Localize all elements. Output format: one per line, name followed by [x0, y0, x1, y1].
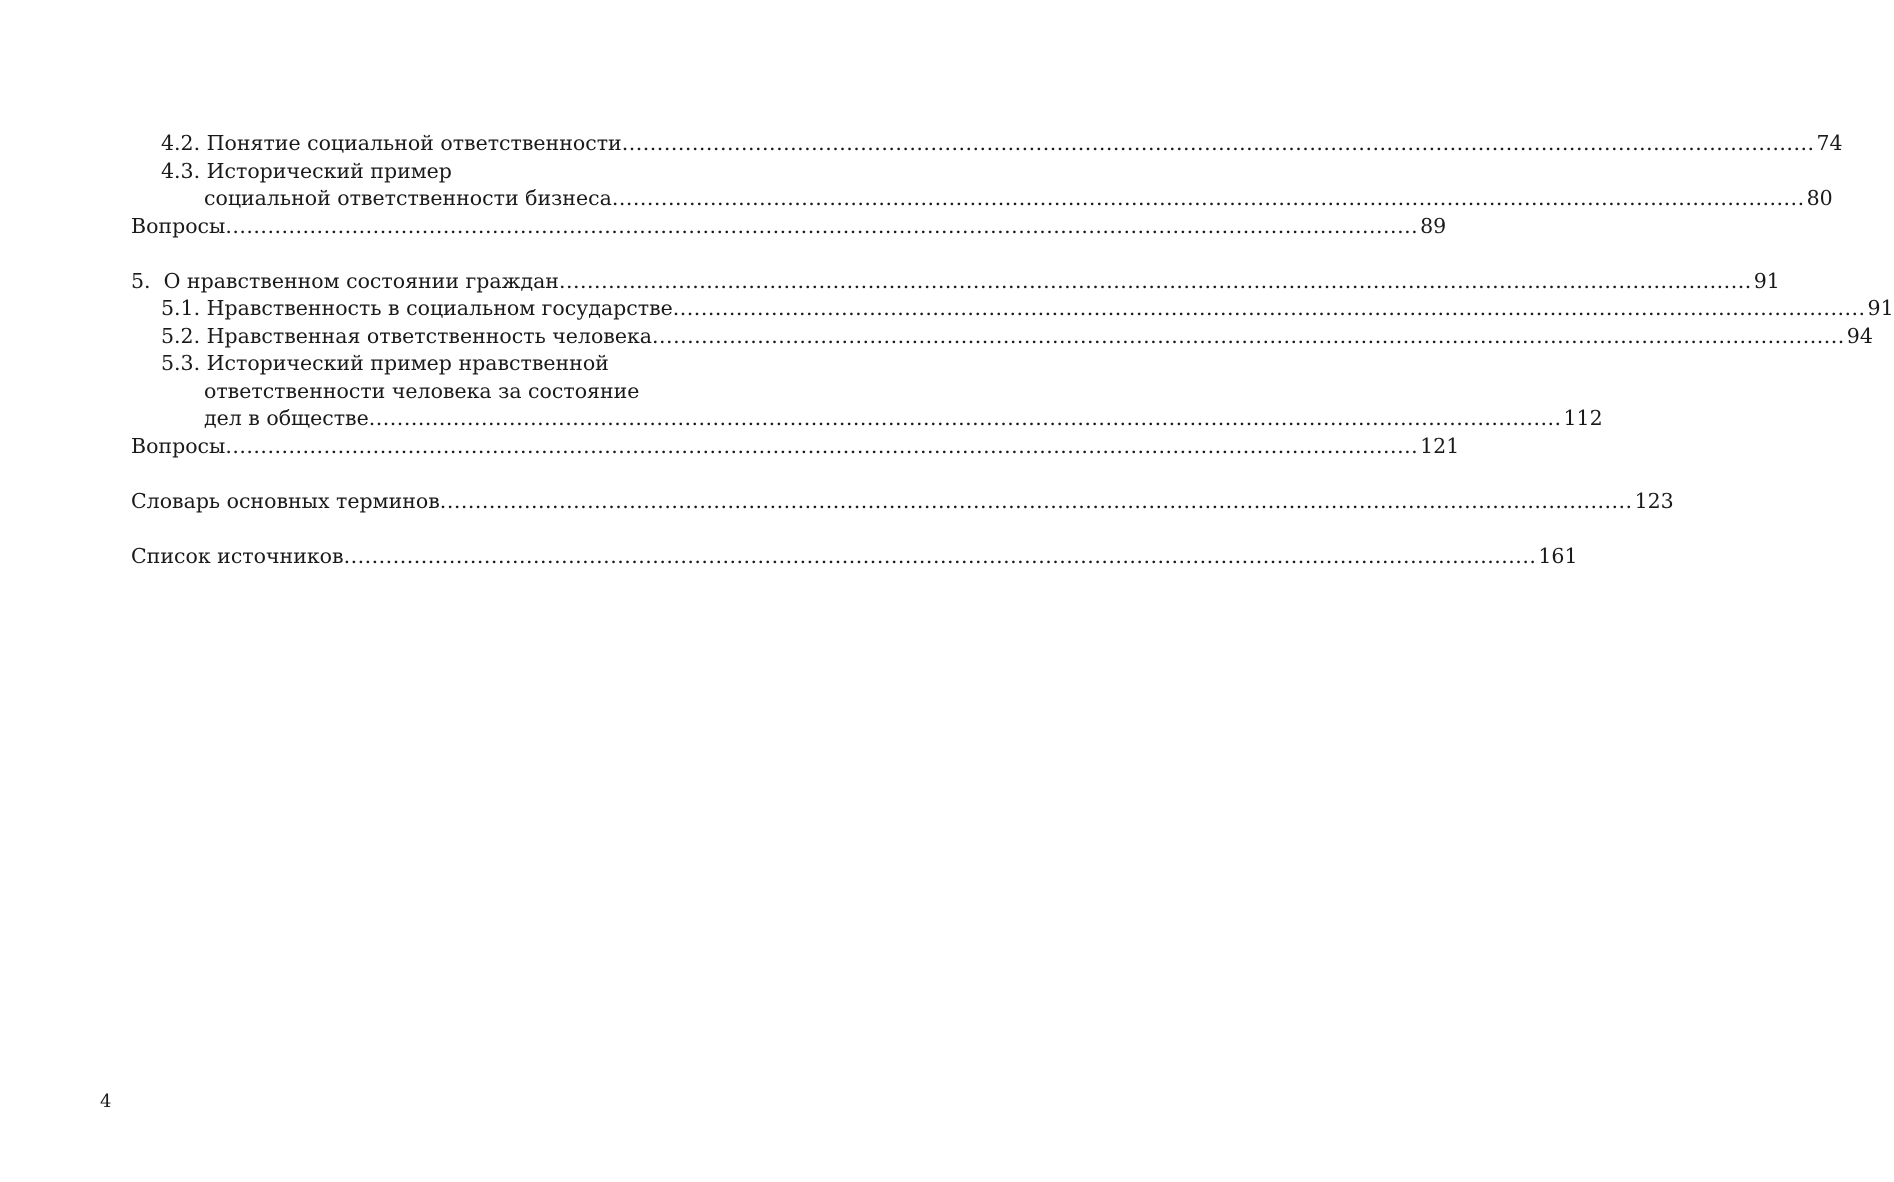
- toc-entry-page: 161: [1538, 543, 1578, 568]
- table-of-contents: [131, 130, 1894, 570]
- toc-entry-sources[interactable]: [131, 543, 1578, 571]
- toc-entry-title: социальной ответственности бизнеса: [204, 186, 612, 210]
- leader-dots: [652, 323, 1845, 351]
- toc-entry-title: Вопросы: [131, 433, 226, 458]
- leader-dots: [612, 185, 1805, 213]
- toc-entry-title: дел в обществе: [204, 406, 369, 430]
- leader-dots: [559, 268, 1752, 296]
- toc-entry-4-2[interactable]: [131, 130, 1843, 158]
- toc-entry-5[interactable]: [131, 268, 1780, 296]
- toc-entry-title: Список источников: [131, 543, 344, 568]
- toc-entry-5-1[interactable]: [131, 295, 1894, 323]
- toc-entry-page: 91: [1753, 268, 1780, 293]
- spacer: [131, 515, 696, 543]
- toc-entry-title: 5.2. Нравственная ответственность человека: [161, 323, 653, 348]
- toc-entry-page: 91: [1867, 296, 1894, 320]
- spacer: [131, 460, 696, 488]
- toc-entry-page: 89: [1420, 213, 1447, 238]
- toc-entry-page: 80: [1806, 186, 1833, 210]
- spacer: [131, 240, 696, 268]
- toc-entry-4-3-line1[interactable]: [131, 158, 696, 186]
- leader-dots: [344, 543, 1537, 571]
- toc-entry-title: Вопросы: [131, 213, 226, 238]
- leader-dots: [622, 130, 1815, 158]
- toc-entry-title: 4.2. Понятие социальной ответственности: [161, 131, 622, 155]
- leader-dots: [369, 405, 1562, 433]
- toc-entry-questions-4[interactable]: [131, 213, 1447, 241]
- toc-entry-title: 5.1. Нравственность в социальном государстве: [161, 296, 673, 320]
- toc-entry-title: Словарь основных терминов: [131, 488, 440, 513]
- leader-dots: [440, 488, 1633, 516]
- toc-entry-title: ответственности человека за состояние: [204, 378, 640, 403]
- page-number: 4: [100, 1091, 112, 1112]
- toc-entry-page: 123: [1634, 488, 1674, 513]
- toc-entry-glossary[interactable]: [131, 488, 1674, 516]
- toc-entry-5-3-line1[interactable]: [131, 350, 696, 378]
- toc-entry-page: 121: [1420, 433, 1460, 458]
- toc-entry-4-3[interactable]: [131, 185, 1833, 213]
- leader-dots: [225, 433, 1418, 461]
- toc-entry-5-3-line2[interactable]: [131, 378, 696, 406]
- leader-dots: [225, 213, 1418, 241]
- toc-entry-page: 94: [1846, 323, 1873, 348]
- toc-entry-page: 74: [1816, 131, 1843, 155]
- leader-dots: [673, 295, 1866, 323]
- toc-entry-title: 4.3. Исторический пример: [161, 158, 452, 183]
- toc-entry-5-3[interactable]: [131, 405, 1603, 433]
- toc-entry-questions-5[interactable]: [131, 433, 1460, 461]
- toc-entry-5-2[interactable]: [131, 323, 1873, 351]
- toc-entry-title: 5. О нравственном состоянии граждан: [131, 268, 559, 293]
- toc-entry-page: 112: [1563, 406, 1603, 430]
- toc-entry-title: 5.3. Исторический пример нравственной: [161, 351, 609, 375]
